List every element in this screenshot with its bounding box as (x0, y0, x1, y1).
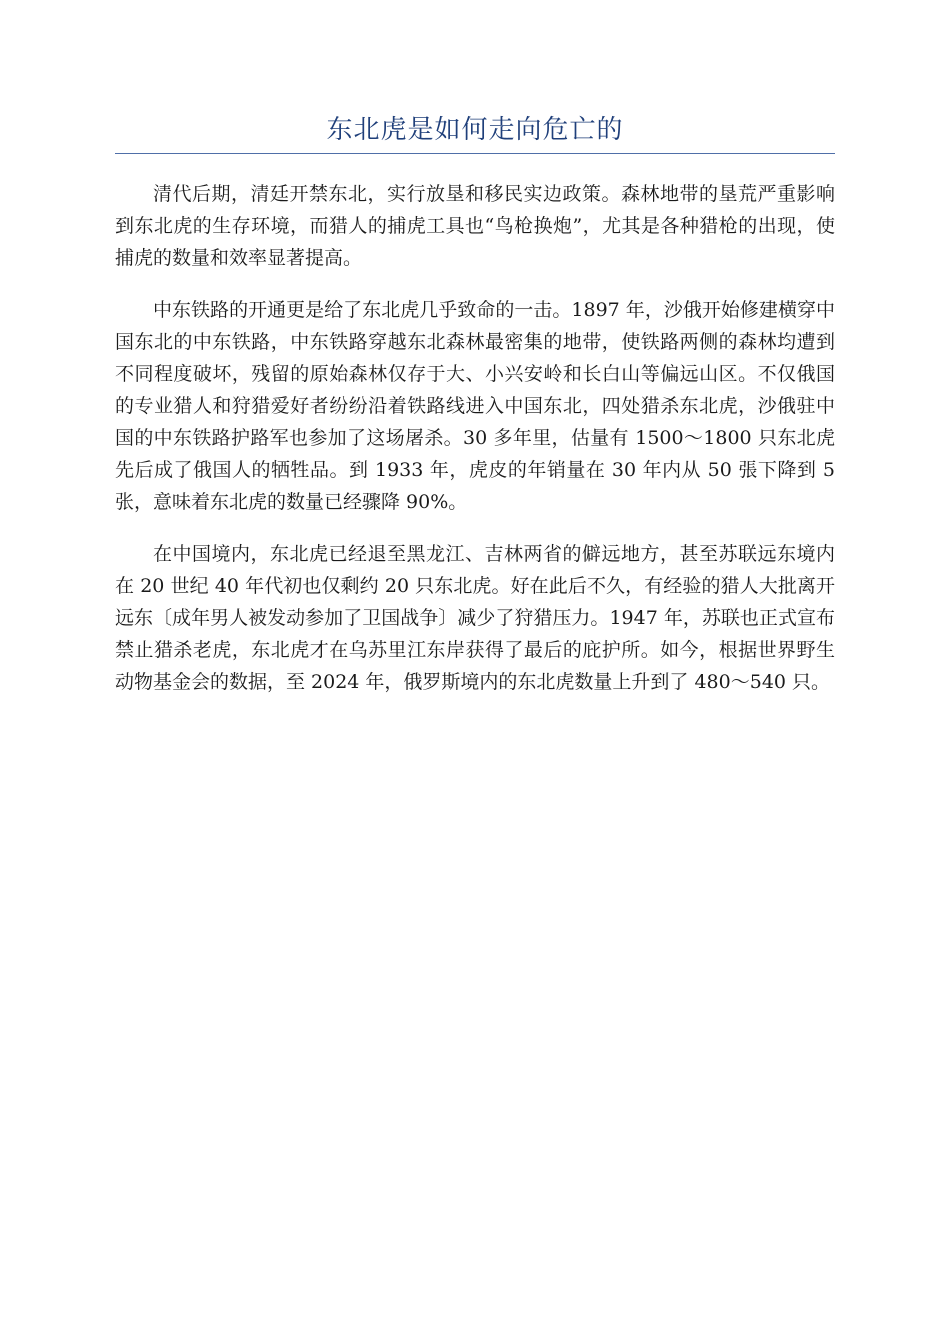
page-title: 东北虎是如何走向危亡的 (326, 115, 624, 145)
document-body (115, 178, 835, 718)
paragraph-2: 中东铁路的开通更是给了东北虎几乎致命的一击。1897 年，沙俄开始修建横穿中国东北的中东铁路，中东铁路穿越东北森林最密集的地带，使铁路两侧的森林均遭到不同程度破坏，残留的原始森林仅存于大、小兴安岭和长白山等偏远山区。不仅俄国的专业猎人和狩猎爱好者纷纷沿着铁路线进入中国东北，四处猎杀东北虎，沙俄驻中国的中东铁路护路军也参加了这场屠杀。30 多年里，估量有 1500～1800 只东北虎先后成了俄国人的牺牲品。到 1933 年，虎皮的年销量在 30 年内从 50 張下降到 5 张，意味着东北虎的数量已经骤降 90%。 (115, 299, 835, 513)
paragraph-3: 在中国境内，东北虎已经退至黑龙江、吉林两省的僻远地方，甚至苏联远东境内在 20 世纪 40 年代初也仅剩约 20 只东北虎。好在此后不久，有经验的猎人大批离开远东〔成年男人被发动参加了卫国战争〕减少了狩猎压力。1947 年，苏联也正式宣布禁止猎杀老虎，东北虎才在乌苏里江东岸获得了最后的庇护所。如今，根据世界野生动物基金会的数据，至 2024 年，俄罗斯境内的东北虎数量上升到了 480～540 只。 (115, 543, 835, 693)
paragraph-1: 清代后期，清廷开禁东北，实行放垦和移民实边政策。森林地带的垦荒严重影响到东北虎的生存环境，而猎人的捕虎工具也“鸟枪换炮”，尤其是各种猎枪的出现，使捕虎的数量和效率显著提高。 (115, 183, 835, 269)
title-block (115, 112, 835, 154)
